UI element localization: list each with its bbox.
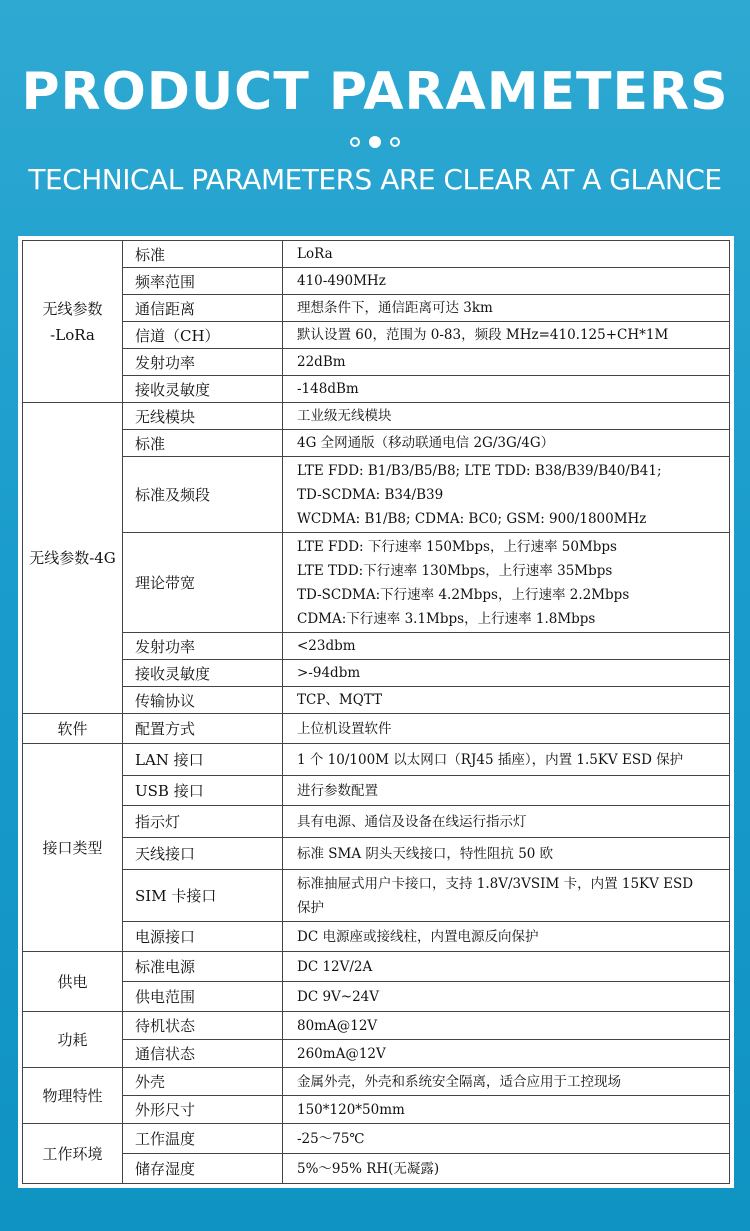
- value-line: TD-SCDMA: B34/B39: [297, 486, 444, 503]
- parameter-label: 接收灵敏度: [123, 660, 283, 687]
- parameter-value: [283, 1012, 730, 1040]
- value-line: LTE FDD: 下行速率 150Mbps，上行速率 50Mbps: [297, 538, 617, 555]
- value-line: -148dBm: [297, 381, 359, 397]
- value-line: 金属外壳，外壳和系统安全隔离，适合应用于工控现场: [297, 1073, 621, 1090]
- header: [0, 0, 750, 236]
- category-label: 供电: [57, 972, 88, 991]
- value-line: 1 个 10/100M 以太网口（RJ45 插座），内置 1.5KV ESD 保护: [297, 751, 684, 768]
- parameters-table-body: [23, 241, 730, 1184]
- value-line: 上位机设置软件: [297, 720, 392, 737]
- parameter-label: 储存湿度: [123, 1154, 283, 1184]
- table-row: [23, 457, 730, 533]
- table-row: [23, 295, 730, 322]
- parameter-value: [283, 922, 730, 952]
- category-cell: [23, 1124, 123, 1184]
- table-row: [23, 1068, 730, 1096]
- parameter-value: [283, 322, 730, 349]
- dot-outline-icon: [350, 137, 360, 147]
- dot-outline-icon: [390, 137, 400, 147]
- value-line: 标准抽屉式用户卡接口，支持 1.8V/3VSIM 卡，内置 15KV ESD: [297, 875, 694, 892]
- parameter-value: [283, 1068, 730, 1096]
- value-line: -25～75℃: [297, 1130, 365, 1147]
- parameter-value: [283, 633, 730, 660]
- parameter-value: [283, 241, 730, 268]
- parameter-value: [283, 295, 730, 322]
- table-row: [23, 403, 730, 430]
- parameter-label: 工作温度: [123, 1124, 283, 1154]
- table-row: [23, 660, 730, 687]
- value-line: DC 电源座或接线柱，内置电源反向保护: [297, 928, 539, 945]
- parameter-value: [283, 952, 730, 982]
- parameter-value: [283, 870, 730, 922]
- category-cell: [23, 744, 123, 952]
- parameter-label: 标准及频段: [123, 457, 283, 533]
- parameter-label: 发射功率: [123, 633, 283, 660]
- value-line: WCDMA: B1/B8; CDMA: BC0; GSM: 900/1800MHz: [297, 510, 647, 527]
- table-row: [23, 1154, 730, 1184]
- value-line: 具有电源、通信及设备在线运行指示灯: [297, 813, 527, 830]
- parameter-label: 外形尺寸: [123, 1096, 283, 1124]
- parameter-label: 外壳: [123, 1068, 283, 1096]
- parameter-value: [283, 660, 730, 687]
- category-label: 工作环境: [42, 1144, 103, 1163]
- parameter-value: [283, 776, 730, 806]
- parameter-value: [283, 1154, 730, 1184]
- table-row: [23, 322, 730, 349]
- value-line: 260mA@12V: [297, 1045, 386, 1062]
- category-cell: [23, 403, 123, 714]
- table-row: [23, 870, 730, 922]
- parameter-label: 通信状态: [123, 1040, 283, 1068]
- table-row: [23, 922, 730, 952]
- parameter-value: [283, 457, 730, 533]
- table-row: [23, 633, 730, 660]
- table-row: [23, 714, 730, 744]
- parameter-value: [283, 430, 730, 457]
- value-line: 410-490MHz: [297, 273, 386, 289]
- value-line: LoRa: [297, 246, 333, 262]
- parameter-label: 指示灯: [123, 806, 283, 838]
- parameter-label: 待机状态: [123, 1012, 283, 1040]
- table-row: [23, 349, 730, 376]
- table-row: [23, 776, 730, 806]
- parameter-value: [283, 533, 730, 633]
- parameter-value: [283, 806, 730, 838]
- table-row: [23, 687, 730, 714]
- table-row: [23, 1096, 730, 1124]
- value-line: 80mA@12V: [297, 1017, 378, 1034]
- category-cell: [23, 714, 123, 744]
- category-label: 无线参数: [42, 299, 103, 318]
- category-cell: [23, 1068, 123, 1124]
- value-line: 标准 SMA 阴头天线接口，特性阻抗 50 欧: [297, 845, 554, 862]
- value-line: LTE FDD: B1/B3/B5/B8; LTE TDD: B38/B39/B40/B41;: [297, 462, 662, 479]
- parameter-value: [283, 403, 730, 430]
- value-line: 保护: [297, 899, 324, 916]
- table-row: [23, 376, 730, 403]
- parameter-value: [283, 349, 730, 376]
- parameter-label: 接收灵敏度: [123, 376, 283, 403]
- value-line: 理想条件下，通信距离可达 3km: [297, 300, 493, 316]
- table-row: [23, 1124, 730, 1154]
- table-row: [23, 838, 730, 870]
- value-line: LTE TDD:下行速率 130Mbps，上行速率 35Mbps: [297, 562, 613, 579]
- table-row: [23, 806, 730, 838]
- page-subtitle: TECHNICAL PARAMETERS ARE CLEAR AT A GLANCE: [28, 163, 722, 196]
- parameter-value: [283, 838, 730, 870]
- parameter-label: SIM 卡接口: [123, 870, 283, 922]
- category-label: 无线参数-4G: [29, 549, 116, 567]
- category-label: 接口类型: [42, 838, 103, 857]
- category-label: 功耗: [57, 1030, 88, 1049]
- table-row: [23, 1040, 730, 1068]
- parameter-label: 通信距离: [123, 295, 283, 322]
- value-line: <23dbm: [297, 638, 356, 654]
- dot-filled-icon: [369, 136, 381, 148]
- category-cell: [23, 952, 123, 1012]
- parameter-label: 标准: [123, 430, 283, 457]
- value-line: 22dBm: [297, 354, 346, 370]
- value-line: 进行参数配置: [297, 782, 378, 799]
- table-row: [23, 952, 730, 982]
- parameter-label: 频率范围: [123, 268, 283, 295]
- table-row: [23, 744, 730, 776]
- parameter-value: [283, 744, 730, 776]
- category-label: -LoRa: [50, 325, 95, 344]
- category-label: 软件: [57, 719, 88, 738]
- value-line: TCP、MQTT: [297, 692, 383, 708]
- table-row: [23, 982, 730, 1012]
- table-row: [23, 533, 730, 633]
- category-cell: [23, 1012, 123, 1068]
- pagination-dots: [0, 131, 750, 147]
- table-row: [23, 1012, 730, 1040]
- value-line: >-94dbm: [297, 665, 361, 681]
- parameter-label: 传输协议: [123, 687, 283, 714]
- value-line: 4G 全网通版（移动联通电信 2G/3G/4G）: [297, 435, 555, 451]
- parameter-value: [283, 982, 730, 1012]
- parameter-value: [283, 687, 730, 714]
- parameter-label: 理论带宽: [123, 533, 283, 633]
- parameter-label: 电源接口: [123, 922, 283, 952]
- parameter-label: USB 接口: [123, 776, 283, 806]
- parameter-value: [283, 376, 730, 403]
- parameter-label: 配置方式: [123, 714, 283, 744]
- parameter-value: [283, 714, 730, 744]
- parameter-label: 无线模块: [123, 403, 283, 430]
- value-line: DC 9V~24V: [297, 988, 380, 1005]
- parameter-label: 标准: [123, 241, 283, 268]
- value-line: CDMA:下行速率 3.1Mbps，上行速率 1.8Mbps: [297, 610, 596, 627]
- table-row: [23, 268, 730, 295]
- page-title: PRODUCT PARAMETERS: [21, 62, 729, 122]
- value-line: TD-SCDMA:下行速率 4.2Mbps，上行速率 2.2Mbps: [297, 586, 630, 603]
- parameter-value: [283, 268, 730, 295]
- value-line: 150*120*50mm: [297, 1101, 405, 1118]
- table-row: [23, 241, 730, 268]
- parameter-value: [283, 1124, 730, 1154]
- parameter-label: 供电范围: [123, 982, 283, 1012]
- parameter-label: 发射功率: [123, 349, 283, 376]
- parameter-label: LAN 接口: [123, 744, 283, 776]
- parameter-value: [283, 1096, 730, 1124]
- value-line: DC 12V/2A: [297, 958, 373, 975]
- value-line: 5%～95% RH(无凝露): [297, 1160, 440, 1177]
- value-line: 工业级无线模块: [297, 408, 392, 424]
- parameters-table: [22, 240, 730, 1184]
- parameter-value: [283, 1040, 730, 1068]
- parameter-label: 标准电源: [123, 952, 283, 982]
- parameter-label: 信道（CH）: [123, 322, 283, 349]
- parameter-label: 天线接口: [123, 838, 283, 870]
- value-line: 默认设置 60，范围为 0-83，频段 MHz=410.125+CH*1M: [297, 327, 669, 343]
- category-label: 物理特性: [42, 1086, 103, 1105]
- category-cell: [23, 241, 123, 403]
- parameters-table-container: [18, 236, 734, 1188]
- table-row: [23, 430, 730, 457]
